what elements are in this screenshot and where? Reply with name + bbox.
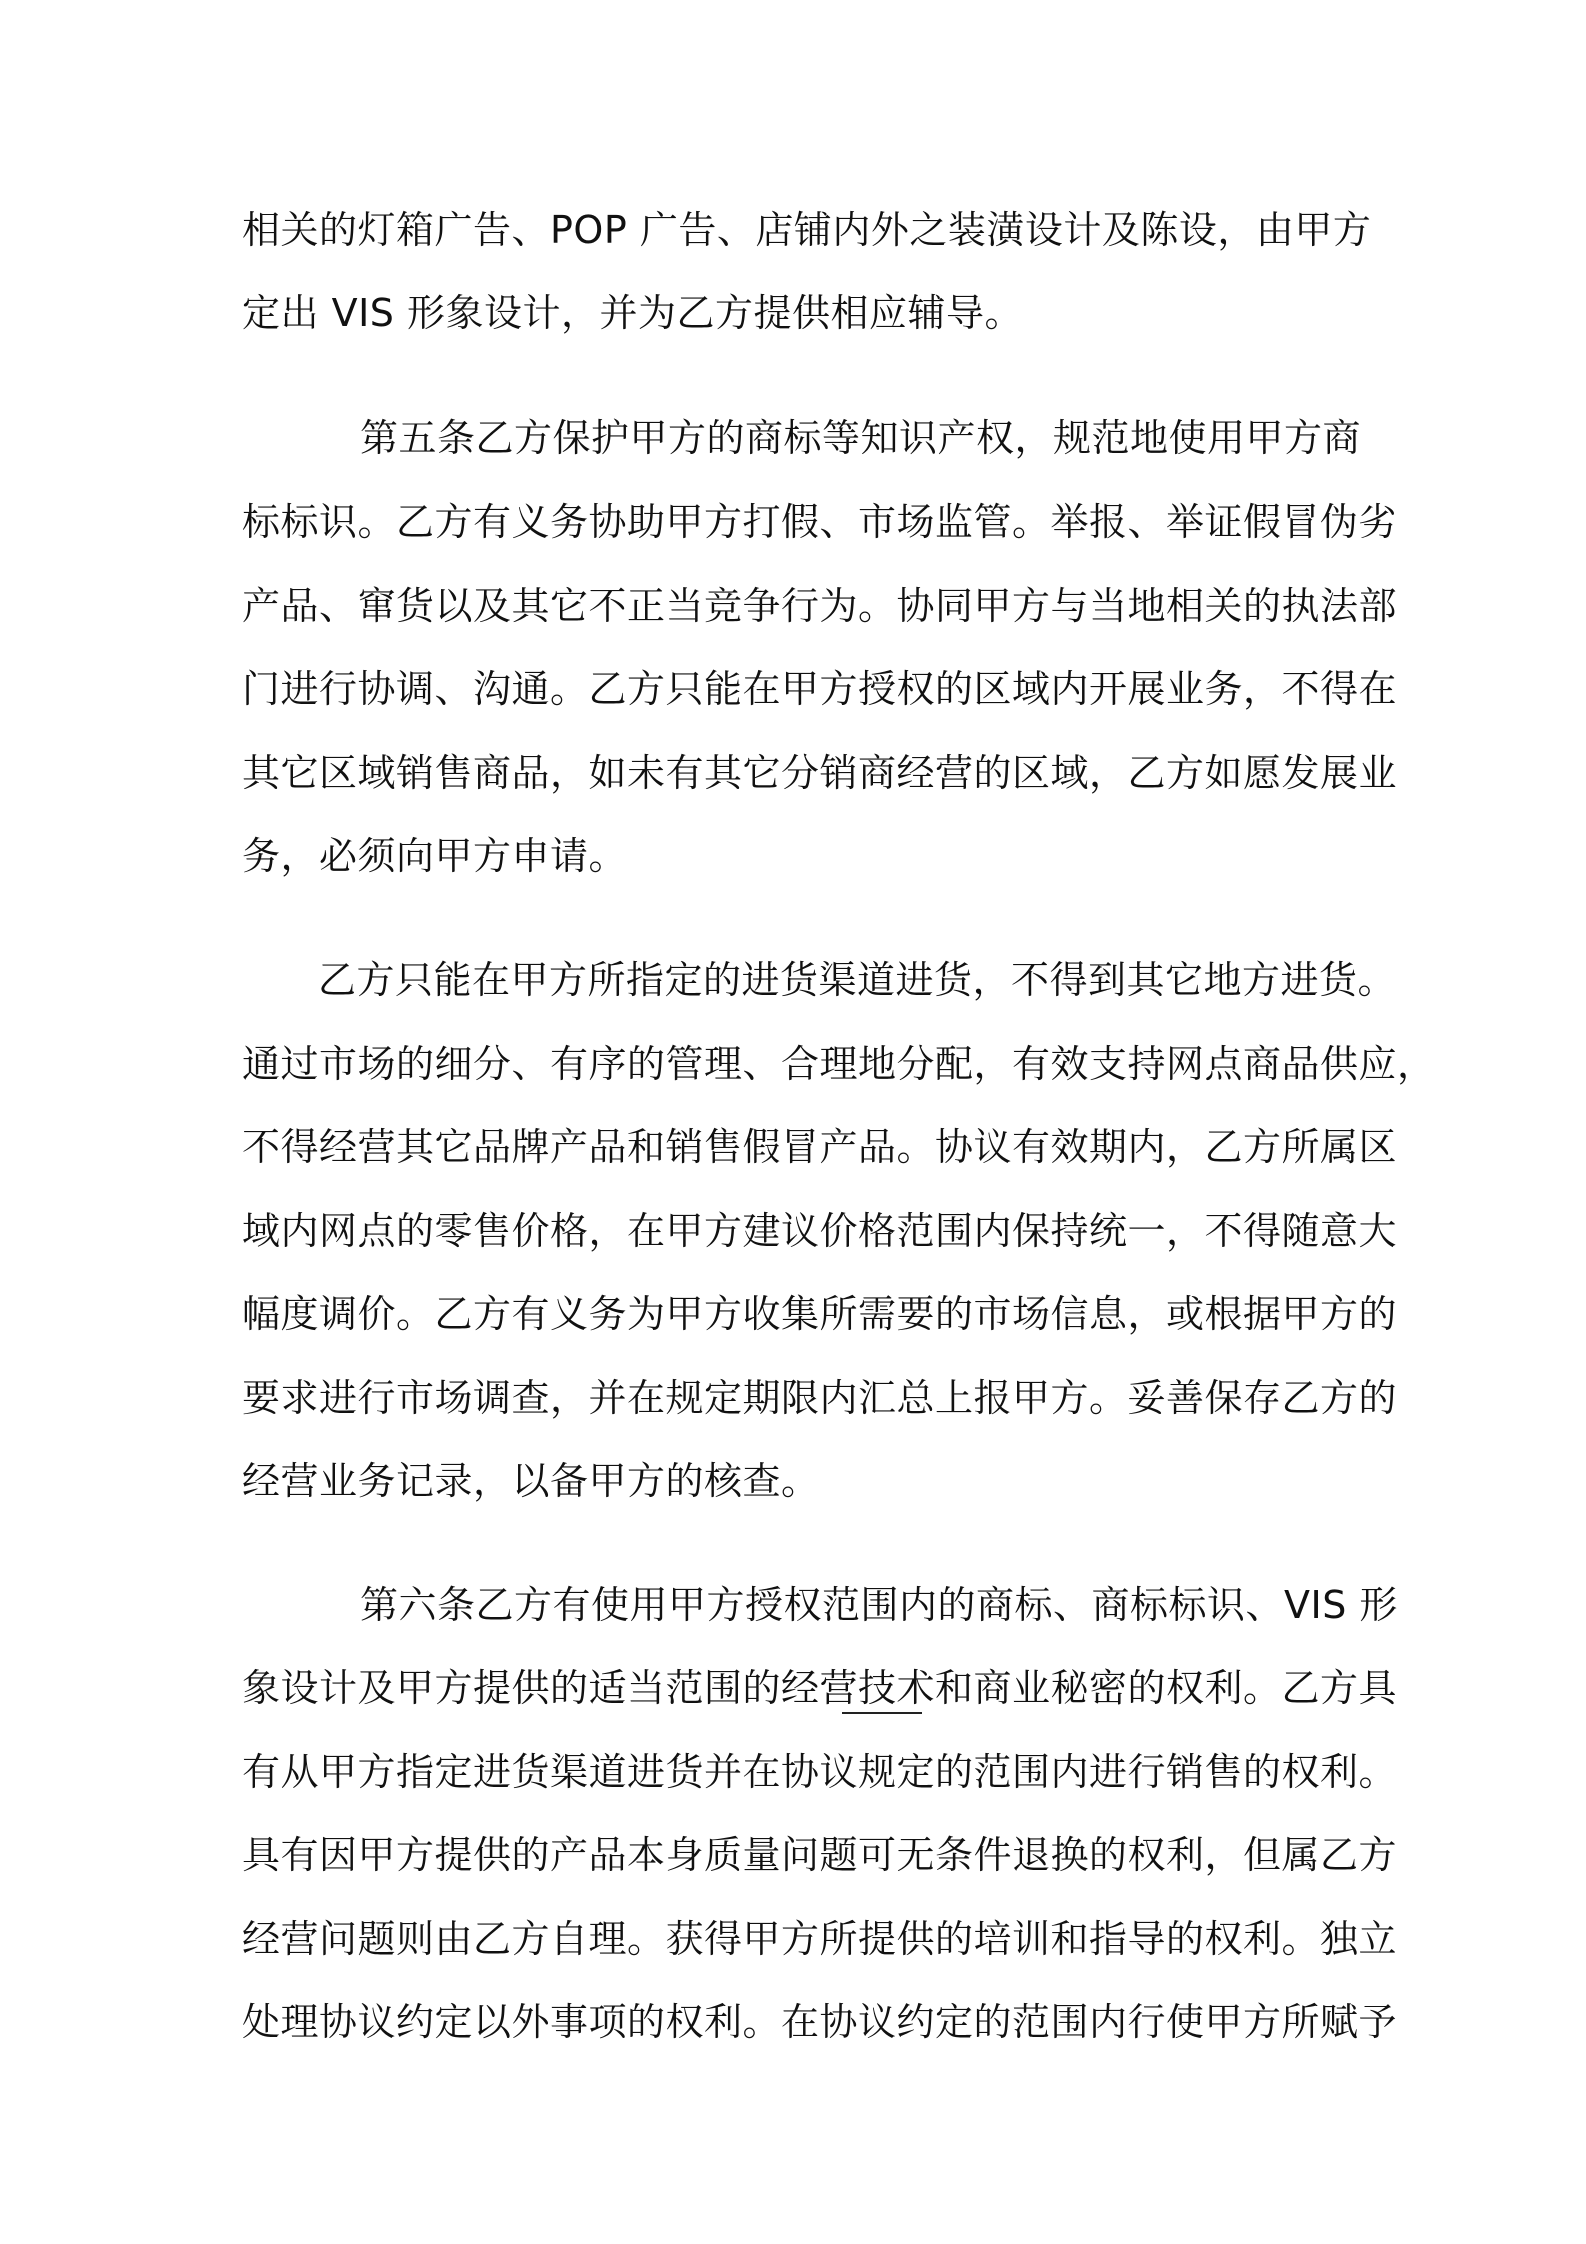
paragraph-line: 相关的灯箱广告、POP 广告、店铺内外之装潢设计及陈设，由甲方 — [242, 208, 1372, 252]
paragraph-line: 产品、窜货以及其它不正当竞争行为。协同甲方与当地相关的执法部 — [242, 584, 1398, 628]
paragraph-line: 标标识。乙方有义务协助甲方打假、市场监管。举报、举证假冒伪劣 — [242, 500, 1398, 544]
paragraph-line: 要求进行市场调查，并在规定期限内汇总上报甲方。妥善保存乙方的 — [242, 1376, 1398, 1420]
paragraph-line: 域内网点的零售价格，在甲方建议价格范围内保持统一，不得随意大 — [242, 1209, 1398, 1253]
paragraph-line: 象设计及甲方提供的适当范围的经营技术和商业秘密的权利。乙方具 — [242, 1666, 1398, 1710]
paragraph-line: 经营问题则由乙方自理。获得甲方所提供的培训和指导的权利。独立 — [242, 1917, 1398, 1961]
paragraph-line: 有从甲方指定进货渠道进货并在协议规定的范围内进行销售的权利。 — [242, 1750, 1398, 1794]
paragraph-line: 不得经营其它品牌产品和销售假冒产品。协议有效期内，乙方所属区 — [242, 1125, 1398, 1169]
paragraph-line: 第六条乙方有使用甲方授权范围内的商标、商标标识、VIS 形 — [360, 1583, 1398, 1627]
paragraph-line: 通过市场的细分、有序的管理、合理地分配，有效支持网点商品供应， — [242, 1042, 1436, 1086]
paragraph-line: 具有因甲方提供的产品本身质量问题可无条件退换的权利，但属乙方 — [242, 1833, 1398, 1877]
paragraph-line: 幅度调价。乙方有义务为甲方收集所需要的市场信息，或根据甲方的 — [242, 1292, 1398, 1336]
paragraph-line: 第五条乙方保护甲方的商标等知识产权，规范地使用甲方商 — [360, 416, 1362, 460]
paragraph-line: 定出 VIS 形象设计，并为乙方提供相应辅导。 — [242, 291, 1023, 335]
paragraph-line: 处理协议约定以外事项的权利。在协议约定的范围内行使甲方所赋予 — [242, 2000, 1398, 2044]
paragraph-line: 务，必须向甲方申请。 — [242, 834, 628, 878]
paragraph-line: 其它区域销售商品，如未有其它分销商经营的区域，乙方如愿发展业 — [242, 751, 1398, 795]
paragraph-line: 经营业务记录，以备甲方的核查。 — [242, 1459, 820, 1503]
paragraph-line: 乙方只能在甲方所指定的进货渠道进货，不得到其它地方进货。 — [318, 958, 1397, 1002]
text-underline — [842, 1712, 922, 1714]
paragraph-line: 门进行协调、沟通。乙方只能在甲方授权的区域内开展业务，不得在 — [242, 667, 1398, 711]
